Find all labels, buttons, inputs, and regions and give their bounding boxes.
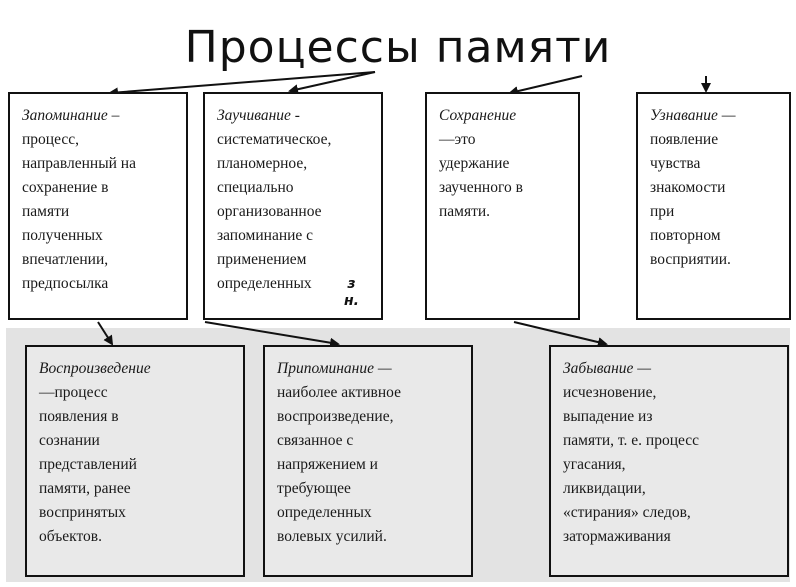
definition-sohranenie: —это удержание заученного в памяти.	[439, 131, 523, 220]
term-vosproizvedenie: Воспроизведение	[39, 360, 151, 377]
box-zapominanie	[8, 92, 188, 320]
definition-vosproizvedenie: —процесс появления в сознании представлений памяти, ранее воспринятых объектов.	[39, 384, 137, 545]
term-zapominanie: Запоминание –	[22, 107, 120, 124]
term-uznavanie: Узнавание —	[650, 107, 736, 124]
term-zauchivanie: Заучивание -	[217, 107, 300, 124]
arrow-to-pripominanie	[205, 322, 338, 344]
page-title: Процессы памяти	[184, 22, 612, 73]
definition-pripominanie: наиболее активное воспроизведение, связанное с напряжением и требующее определенных волевых усилий.	[277, 384, 401, 545]
arrow-to-vosproizvedenie	[98, 322, 112, 344]
arrow-to-zapominanie	[110, 72, 375, 93]
box-sohranenie	[425, 92, 580, 320]
arrow-to-zabyvanie	[514, 322, 606, 344]
definition-zauchivanie: систематическое, планомерное, специально организованное запоминание с применением определенных	[217, 131, 332, 292]
box-zabyvanie	[549, 345, 789, 577]
box-vosproizvedenie	[25, 345, 245, 577]
definition-uznavanie: появление чувства знакомости при повторном восприятии.	[650, 131, 731, 268]
definition-zabyvanie: исчезновение, выпадение из памяти, т. е. процесс угасания, ликвидации, «стирания» следов, затормаживания	[563, 384, 700, 545]
note-zn: з н.	[344, 276, 359, 309]
box-uznavanie	[636, 92, 791, 320]
definition-zapominanie: процесс, направленный на сохранение в памяти полученных впечатлении, предпосылка	[22, 131, 136, 292]
box-pripominanie	[263, 345, 473, 577]
term-zabyvanie: Забывание —	[563, 360, 652, 377]
term-sohranenie: Сохранение	[439, 107, 517, 124]
term-pripominanie: Припоминание —	[277, 360, 392, 377]
arrow-to-sohranenie	[510, 76, 582, 93]
